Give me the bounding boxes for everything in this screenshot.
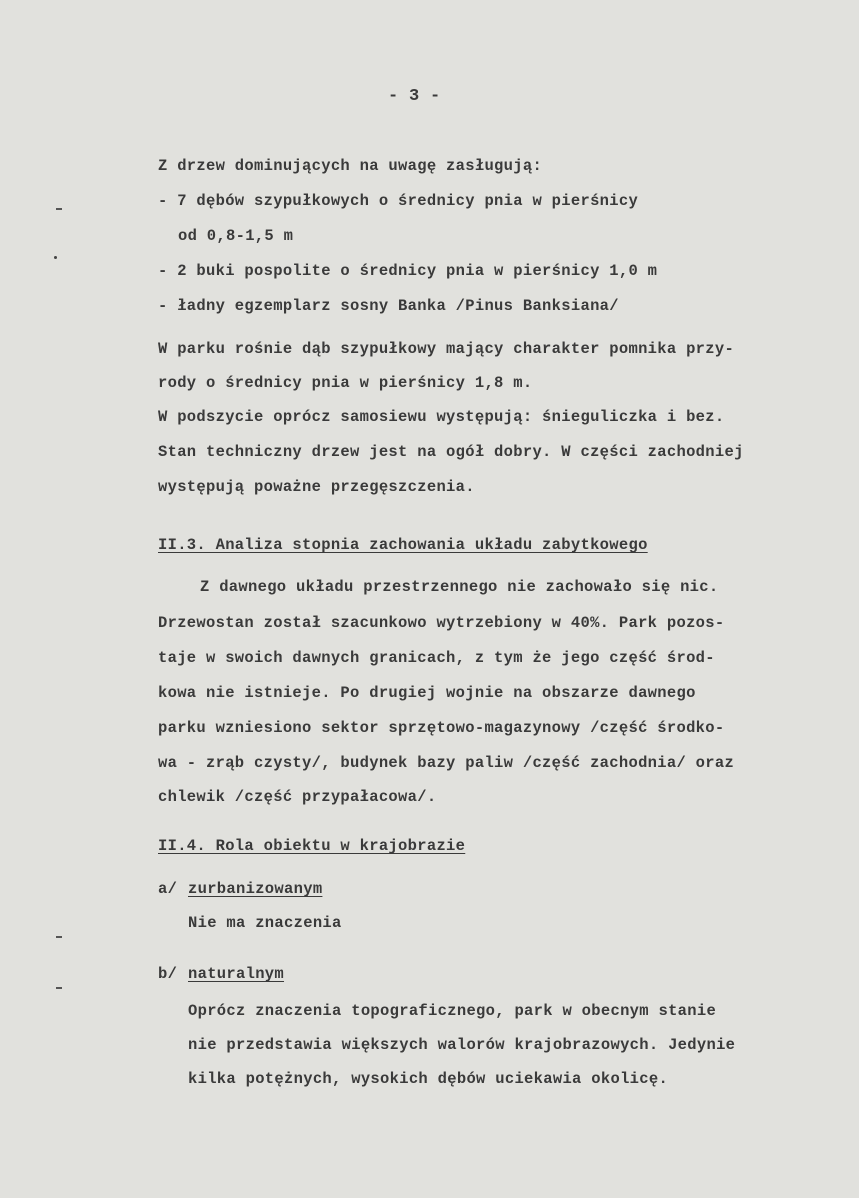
paragraph-line: W podszycie oprócz samosiewu występują: śnieguliczka i bez. — [158, 408, 725, 426]
paragraph-line: nie przedstawia większych walorów krajobrazowych. Jedynie — [188, 1036, 736, 1054]
paragraph-line: Drzewostan został szacunkowo wytrzebiony w 40%. Park pozos- — [158, 614, 725, 632]
margin-mark — [56, 208, 62, 210]
intro-line: Z drzew dominujących na uwagę zasługują: — [158, 157, 543, 175]
section-heading-II3: II.3. Analiza stopnia zachowania układu zabytkowego — [158, 536, 648, 554]
subsection-b-label: b/ — [158, 965, 178, 983]
paragraph-line: występują poważne przegęszczenia. — [158, 478, 475, 496]
subsection-b-title: naturalnym — [188, 965, 285, 983]
paragraph-line: chlewik /część przypałacowa/. — [158, 788, 437, 806]
list-item: - 2 buki pospolite o średnicy pnia w pierśnicy 1,0 m — [158, 262, 658, 280]
subsection-a-title: zurbanizowanym — [188, 880, 323, 898]
paragraph-line: Stan techniczny drzew jest na ogół dobry. W części zachodniej — [158, 443, 744, 461]
subsection-a-text: Nie ma znaczenia — [188, 914, 342, 932]
list-item: - 7 dębów szypułkowych o średnicy pnia w pierśnicy — [158, 192, 639, 210]
paragraph-line: Z dawnego układu przestrzennego nie zachowało się nic. — [200, 578, 719, 596]
paragraph-line: kowa nie istnieje. Po drugiej wojnie na obszarze dawnego — [158, 684, 696, 702]
paragraph-line: parku wzniesiono sektor sprzętowo-magazynowy /część środko- — [158, 719, 725, 737]
margin-mark — [56, 936, 62, 938]
paragraph-line: rody o średnicy pnia w pierśnicy 1,8 m. — [158, 374, 533, 392]
section-heading-II4: II.4. Rola obiektu w krajobrazie — [158, 837, 466, 855]
paragraph-line: wa - zrąb czysty/, budynek bazy paliw /część zachodnia/ oraz — [158, 754, 735, 772]
paragraph-line: kilka potężnych, wysokich dębów uciekawia okolicę. — [188, 1070, 669, 1088]
list-item: - ładny egzemplarz sosny Banka /Pinus Banksiana/ — [158, 297, 619, 315]
paragraph-line: W parku rośnie dąb szypułkowy mający charakter pomnika przy- — [158, 340, 735, 358]
subsection-a-label: a/ — [158, 880, 178, 898]
margin-mark — [56, 987, 62, 989]
paragraph-line: taje w swoich dawnych granicach, z tym że jego część środ- — [158, 649, 715, 667]
paragraph-line: Oprócz znaczenia topograficznego, park w obecnym stanie — [188, 1002, 717, 1020]
margin-dot — [54, 256, 57, 259]
page-number: - 3 - — [388, 87, 441, 106]
list-item-continuation: od 0,8-1,5 m — [178, 227, 294, 245]
